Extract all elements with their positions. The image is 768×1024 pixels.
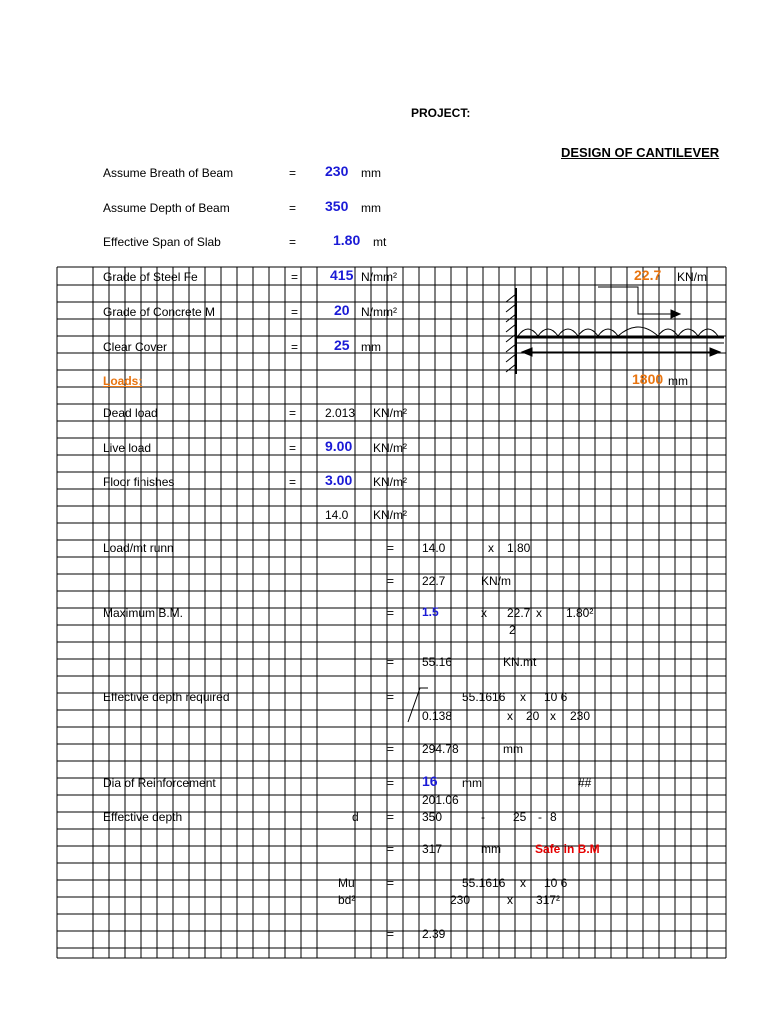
max-bm-eq: = <box>387 606 395 620</box>
eff-depth-minus1: - <box>481 810 485 824</box>
mu-b: 230 <box>450 893 471 907</box>
depth-eq: = <box>289 201 297 215</box>
diagram-load-unit: KN/m <box>677 270 707 284</box>
depth-unit: mm <box>361 201 381 215</box>
eff-depth-a: 350 <box>422 810 443 824</box>
steel-label: Grade of Steel Fe <box>103 270 198 284</box>
mu-x1: x <box>520 876 526 890</box>
load-run-x: x <box>488 541 494 555</box>
breadth-value: 230 <box>325 163 349 179</box>
span-label: Effective Span of Slab <box>103 235 221 249</box>
diagram-span-value: 1800 <box>632 371 664 387</box>
steel-eq: = <box>291 270 299 284</box>
concrete-unit: N/mm² <box>361 305 397 319</box>
live-load-eq: = <box>289 441 297 455</box>
eff-depth-b: 25 <box>513 810 527 824</box>
mu-bottom: bd² <box>338 893 356 907</box>
max-bm-l: 1.80² <box>566 606 594 620</box>
load-result-eq: = <box>387 574 395 588</box>
dia-area: 201.06 <box>422 793 459 807</box>
floor-finish-eq: = <box>289 475 297 489</box>
breadth-label: Assume Breath of Beam <box>103 166 234 180</box>
floor-finish-unit: KN/m² <box>373 475 407 489</box>
max-bm-result-unit: KN.mt <box>503 655 537 669</box>
eff-depth-result-value: 317 <box>422 842 443 856</box>
eff-depth-req-result-unit: mm <box>503 742 523 756</box>
dia-eq: = <box>387 776 395 790</box>
load-run-b: 1.80 <box>507 541 531 555</box>
mu-eq: = <box>387 876 395 890</box>
mu-pow: 10 6 <box>544 876 568 890</box>
diagram-span-unit: mm <box>668 374 688 388</box>
eff-depth-minus2: - <box>538 810 542 824</box>
load-result-unit: KN/m <box>481 574 511 588</box>
max-bm-w: 22.7 <box>507 606 531 620</box>
loads-heading: Loads: <box>103 374 143 388</box>
fixed-support-icon <box>506 288 516 374</box>
eff-depth-d: d <box>352 810 359 824</box>
total-load-value: 14.0 <box>325 508 349 522</box>
max-bm-factor: 1.5 <box>422 605 439 619</box>
live-load-label: Live load <box>103 441 152 455</box>
eff-depth-req-d3: 230 <box>570 709 591 723</box>
span-dimension-arrow <box>522 348 720 356</box>
eff-depth-req-label: Effective depth required <box>103 690 230 704</box>
load-run-eq: = <box>387 541 395 555</box>
concrete-eq: = <box>291 305 299 319</box>
concrete-value: 20 <box>334 302 350 318</box>
total-load-unit: KN/m² <box>373 508 407 522</box>
eff-depth-req-eq: = <box>387 690 395 704</box>
dead-load-unit: KN/m² <box>373 406 407 420</box>
max-bm-x1: x <box>481 606 487 620</box>
live-load-value: 9.00 <box>325 438 353 454</box>
dia-unit: mm <box>462 776 482 790</box>
cover-label: Clear Cover <box>103 340 168 354</box>
eff-depth-result-eq: = <box>387 842 395 856</box>
eff-depth-req-result-eq: = <box>387 742 395 756</box>
cover-value: 25 <box>334 337 350 353</box>
dead-load-label: Dead load <box>103 406 158 420</box>
cantilever-diagram <box>488 284 728 394</box>
mu-result-eq: = <box>387 927 395 941</box>
load-run-label: Load/mt runn <box>103 541 174 555</box>
span-value: 1.80 <box>333 232 361 248</box>
mu-top: Mu <box>338 876 355 890</box>
span-unit: mt <box>373 235 387 249</box>
dead-load-eq: = <box>289 406 297 420</box>
breadth-unit: mm <box>361 166 381 180</box>
eff-depth-req-x3: x <box>550 709 556 723</box>
max-bm-result-eq: = <box>387 655 395 669</box>
mu-d: 317² <box>536 893 561 907</box>
diagram-load-value: 22.7 <box>634 267 662 283</box>
max-bm-x2: x <box>536 606 542 620</box>
concrete-label: Grade of Concrete M <box>103 305 216 319</box>
load-result-value: 22.7 <box>422 574 446 588</box>
design-title: DESIGN OF CANTILEVER <box>561 145 720 160</box>
cover-eq: = <box>291 340 299 354</box>
steel-unit: N/mm² <box>361 270 397 284</box>
eff-depth-req-x1: x <box>520 690 526 704</box>
eff-depth-req-d1: 0.138 <box>422 709 453 723</box>
max-bm-result-value: 55.16 <box>422 655 453 669</box>
beam-icon <box>516 337 724 343</box>
eff-depth-req-pow: 10 6 <box>544 690 568 704</box>
mu-num: 55.1616 <box>462 876 506 890</box>
eff-depth-label: Effective depth <box>103 810 183 824</box>
safe-status: Safe in B.M <box>535 842 600 856</box>
load-run-a: 14.0 <box>422 541 446 555</box>
eff-depth-req-num: 55.1616 <box>462 690 506 704</box>
steel-value: 415 <box>330 267 354 283</box>
eff-depth-eq: = <box>387 810 395 824</box>
load-pointer-arrow <box>598 287 680 318</box>
dead-load-value: 2.013 <box>325 406 356 420</box>
eff-depth-req-d2: 20 <box>526 709 540 723</box>
live-load-unit: KN/m² <box>373 441 407 455</box>
dia-hash: ## <box>578 776 592 790</box>
mu-x2: x <box>507 893 513 907</box>
eff-depth-req-x2: x <box>507 709 513 723</box>
breadth-eq: = <box>289 166 297 180</box>
floor-finish-label: Floor finishes <box>103 475 175 489</box>
project-label: PROJECT: <box>411 106 471 120</box>
floor-finish-value: 3.00 <box>325 472 353 488</box>
eff-depth-req-result-value: 294.78 <box>422 742 459 756</box>
span-eq: = <box>289 235 297 249</box>
udl-load-icon <box>518 327 718 336</box>
max-bm-label: Maximum B.M. <box>103 606 184 620</box>
mu-result-value: 2.39 <box>422 927 446 941</box>
max-bm-divisor: 2 <box>509 623 516 637</box>
depth-value: 350 <box>325 198 349 214</box>
eff-depth-result-unit: mm <box>481 842 501 856</box>
depth-label: Assume Depth of Beam <box>103 201 230 215</box>
eff-depth-c: 8 <box>550 810 557 824</box>
dia-value: 16 <box>422 773 438 789</box>
dia-label: Dia of Reinforcement <box>103 776 216 790</box>
cover-unit: mm <box>361 340 381 354</box>
